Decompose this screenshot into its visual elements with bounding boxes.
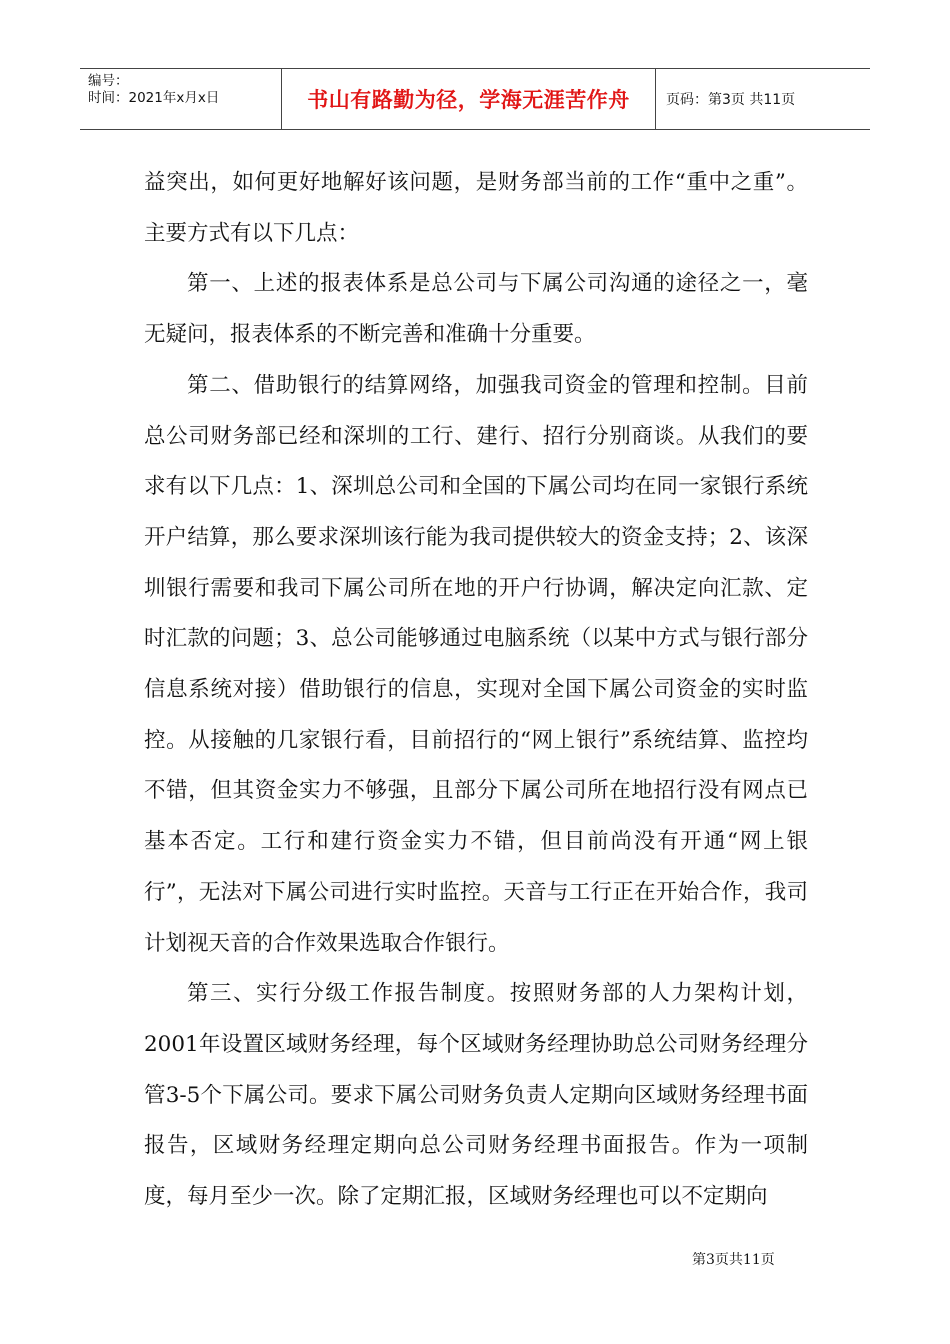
header-page-info: 页码：第3页 共11页 xyxy=(666,92,796,108)
header-motto: 书山有路勤为径，学海无涯苦作舟 xyxy=(282,69,656,129)
document-header xyxy=(80,68,870,130)
document-body xyxy=(144,158,808,1223)
body-paragraph-second: 第二、借助银行的结算网络，加强我司资金的管理和控制。目前总公司财务部已经和深圳的工行、建行、招行分别商谈。从我们的要求有以下几点：1、深圳总公司和全国的下属公司均在同一家银行系统开户结算，那么要求深圳该行能为我司提供较大的资金支持；2、该深圳银行需要和我司下属公司所在地的开户行协调，解决定向汇款、定时汇款的问题；3、总公司能够通过电脑系统（以某中方式与银行部分信息系统对接）借助银行的信息，实现对全国下属公司资金的实时监控。从接触的几家银行看，目前招行的“网上银行”系统结算、监控均不错，但其资金实力不够强，且部分下属公司所在地招行没有网点已基本否定。工行和建行资金实力不错，但目前尚没有开通“网上银行”，无法对下属公司进行实时监控。天音与工行正在开始合作，我司计划视天音的合作效果选取合作银行。 xyxy=(144,372,808,956)
document-date-label: 时间：2021年x月x日 xyxy=(88,90,220,106)
body-paragraph-third: 第三、实行分级工作报告制度。按照财务部的人力架构计划，2001年设置区域财务经理，每个区域财务经理协助总公司财务经理分管3-5个下属公司。要求下属公司财务负责人定期向区域财务经理书面报告，区域财务经理定期向总公司财务经理书面报告。作为一项制度，每月至少一次。除了定期汇报，区域财务经理也可以不定期向 xyxy=(144,981,808,1210)
body-paragraph-continuation: 益突出，如何更好地解好该问题，是财务部当前的工作“重中之重”。主要方式有以下几点： xyxy=(144,170,808,246)
document-number-label: 编号： xyxy=(88,73,129,89)
page-footer: 第3页共11页 xyxy=(692,1252,775,1268)
header-meta-cell xyxy=(80,69,282,129)
body-paragraph-first: 第一、上述的报表体系是总公司与下属公司沟通的途径之一，毫无疑问，报表体系的不断完善和准确十分重要。 xyxy=(144,271,808,348)
